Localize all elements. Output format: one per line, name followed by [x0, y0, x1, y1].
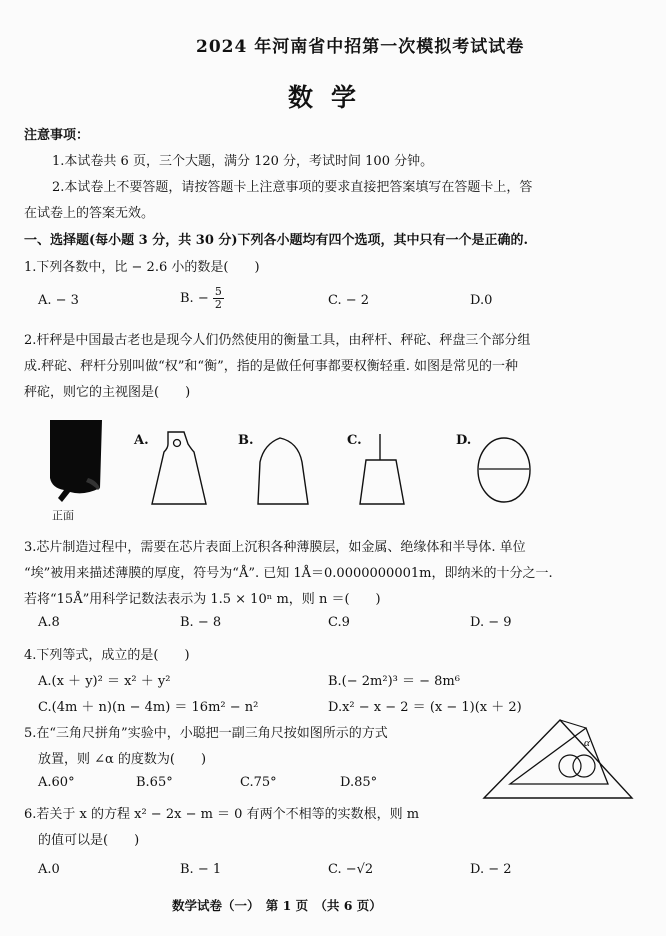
- q2-line-3: 秤砣，则它的主视图是( ): [24, 385, 191, 400]
- q2-figure-a: [150, 430, 210, 506]
- alpha-label: α: [584, 737, 590, 749]
- q3-option-d: D. − 9: [470, 615, 512, 630]
- q2-option-a: A.: [134, 433, 149, 448]
- q3-option-b: B. − 8: [180, 615, 222, 630]
- q6-line-1: 6.若关于 x 的方程 x² − 2x − m ＝ 0 有两个不相等的实数根，则 m: [24, 807, 420, 822]
- q1-option-b: [180, 286, 224, 311]
- q4-stem: 4.下列等式，成立的是( ): [24, 648, 190, 663]
- q1-option-d: D.0: [470, 293, 493, 308]
- q6-option-c: C. −√2: [328, 862, 374, 877]
- q6-option-a: A.0: [38, 862, 60, 877]
- q5-option-a: A.60°: [38, 775, 75, 790]
- q2-line-1: 2.杆秤是中国最古老也是现今人们仍然使用的衡量工具，由秤杆、秤砣、秤盘三个部分组: [24, 333, 531, 348]
- q3-line-3: 若将“15Å”用科学记数法表示为 1.5 × 10ⁿ m，则 n ＝( ): [24, 592, 381, 607]
- notes-item-2: 2.本试卷上不要答题，请按答题卡上注意事项的要求直接把答案填写在答题卡上，答: [52, 180, 533, 195]
- q5-line-2: 放置，则 ∠α 的度数为( ): [38, 752, 207, 767]
- q6-option-b: B. − 1: [180, 862, 222, 877]
- q1-frac-num: 5: [214, 285, 222, 298]
- subject-title: 数学: [288, 83, 375, 112]
- q2-option-d: D.: [456, 433, 472, 448]
- q5-option-c: C.75°: [240, 775, 277, 790]
- q1-option-b-fraction: [213, 286, 224, 311]
- q3-line-1: 3.芯片制造过程中，需要在芯片表面上沉积各种薄膜层，如金属、绝缘体和半导体. 单位: [24, 540, 526, 555]
- q2-front-label: 正面: [52, 509, 74, 522]
- q4-option-c: C.(4m ＋ n)(n − 4m) ＝ 16m² − n²: [38, 700, 259, 715]
- q6-option-d: D. − 2: [470, 862, 512, 877]
- q5-option-d: D.85°: [340, 775, 378, 790]
- q2-option-c: C.: [347, 433, 362, 448]
- q2-figure-d: [474, 436, 534, 506]
- q1-option-a: A. − 3: [38, 293, 79, 308]
- weight-photo: [44, 418, 108, 502]
- notes-item-2-cont: 在试卷上的答案无效。: [24, 206, 155, 221]
- q5-option-b: B.65°: [136, 775, 173, 790]
- q2-line-2: 成.秤砣、秤杆分别叫做“权”和“衡”，指的是做任何事都要权衡轻重. 如图是常见的一种: [24, 359, 518, 374]
- q2-figure-c: [360, 430, 420, 506]
- q3-option-a: A.8: [38, 615, 60, 630]
- q4-option-a: A.(x ＋ y)² ＝ x² ＋ y²: [38, 674, 171, 689]
- q5-triangles-figure: [480, 712, 636, 808]
- page-footer: 数学试卷（一） 第 1 页 （共 6 页）: [172, 898, 382, 913]
- q5-line-1: 5.在“三角尺拼角”实验中，小聪把一副三角尺按如图所示的方式: [24, 726, 388, 741]
- q6-line-2: 的值可以是( ): [38, 833, 140, 848]
- notes-heading: 注意事项：: [24, 128, 90, 143]
- q3-option-c: C.9: [328, 615, 350, 630]
- q1-option-b-prefix: B. −: [180, 291, 209, 306]
- q4-option-d: D.x² − x − 2 ＝ (x − 1)(x ＋ 2): [328, 700, 522, 715]
- q1-stem: 1.下列各数中，比 − 2.6 小的数是( ): [24, 260, 260, 275]
- notes-item-1: 1.本试卷共 6 页，三个大题，满分 120 分，考试时间 100 分钟。: [52, 154, 434, 169]
- section1-heading: 一、选择题(每小题 3 分，共 30 分)下列各小题均有四个选项，其中只有一个是正确的.: [24, 233, 529, 248]
- q1-option-c: C. − 2: [328, 293, 370, 308]
- q2-option-b: B.: [238, 433, 254, 448]
- q4-option-b: B.(− 2m²)³ ＝ − 8m⁶: [328, 674, 460, 689]
- q1-frac-den: 2: [214, 298, 222, 311]
- q3-line-2: “埃”被用来描述薄膜的厚度，符号为“Å”. 已知 1Å＝0.0000000001m，即纳米的十分之一.: [24, 566, 553, 581]
- q2-figure-b: [250, 432, 314, 506]
- exam-title: 2024 年河南省中招第一次模拟考试试卷: [196, 37, 525, 57]
